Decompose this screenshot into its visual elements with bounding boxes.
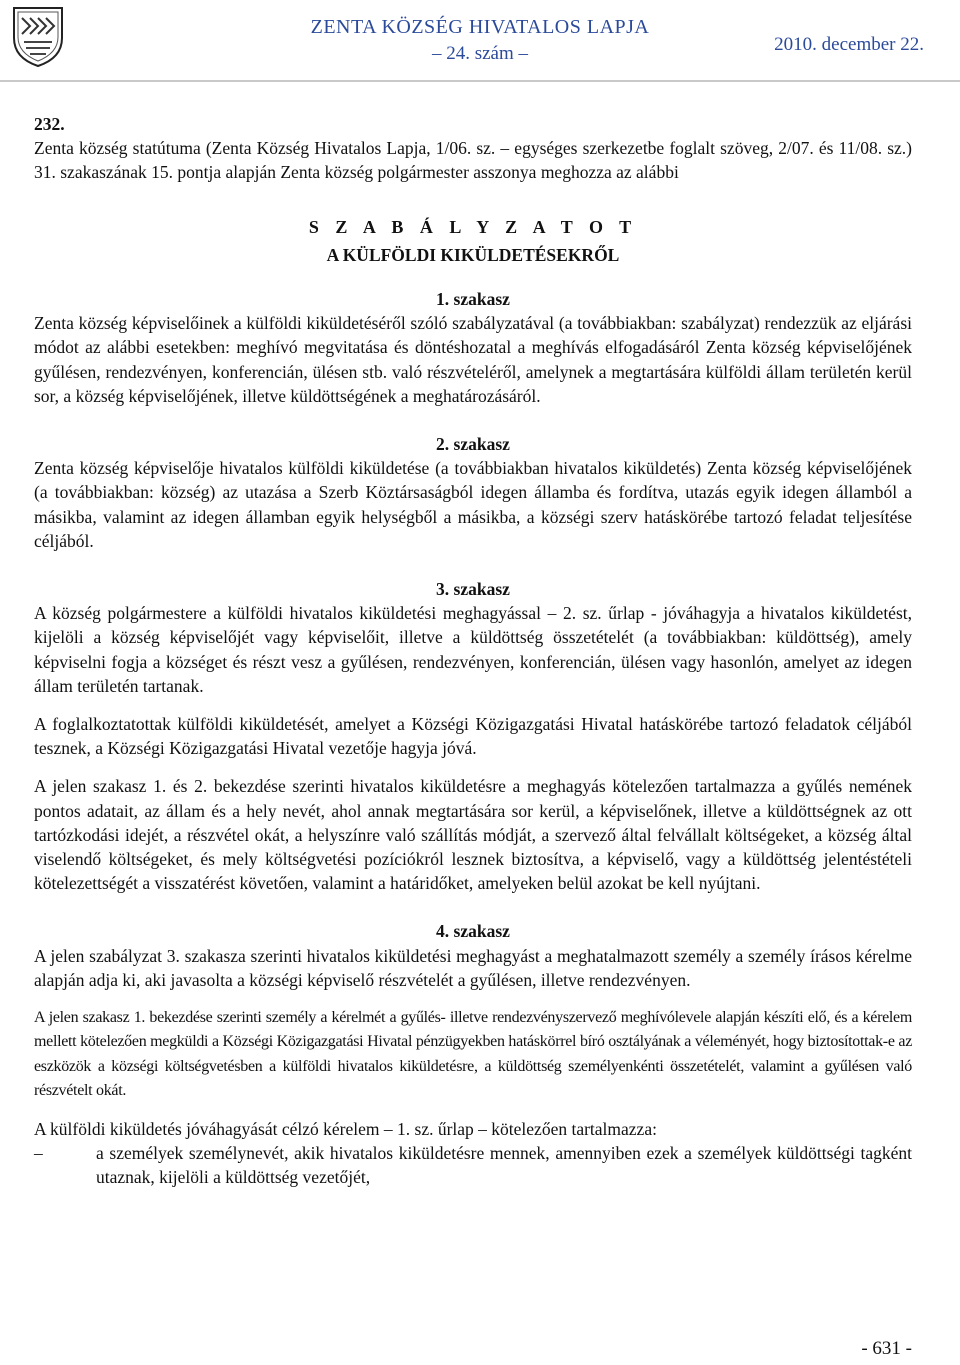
issue-date: 2010. december 22.	[774, 34, 924, 55]
section-paragraph: Zenta község képviselőinek a külföldi kiküldetéséről szóló szabályzatával (a továbbiakban: szabályzat) rendezzük az eljárási módot az alábbi esetekben: meghívó megvitatása és döntéshozatal a meghívás elfogadásáról Zenta község képviselőjének gyűlésen, rendezvényen, konferencián, ülésen stb. való részvételéről, amelynek a megtartására külföldi állam területén kerül sor, a község képviselőjének, illetve küldöttségének a meghatározásáról.	[34, 313, 912, 406]
issue-number: – 24. szám –	[431, 43, 529, 64]
page-header	[0, 0, 960, 80]
section-heading: 3. szakasz	[436, 579, 510, 600]
section-heading: 1. szakasz	[436, 289, 510, 310]
section-paragraph: A jelen szabályzat 3. szakasza szerinti hivatalos kiküldetési meghagyást a meghatalmazott személy a személy írásos kérelme alapján adja ki, aki javasolta a községi képviselő részvételét a gyűlésen, illetve rendezvényen.	[34, 945, 912, 990]
section-heading: 4. szakasz	[436, 921, 510, 942]
header-divider	[0, 80, 960, 82]
section-paragraph: A község polgármestere a külföldi hivatalos kiküldetési meghagyással – 2. sz. űrlap - jóváhagyja a hivatalos kiküldetést, kijelöli a község képviselőjét vagy képviselőit, illetve a küldöttség összetételét (a továbbiakban: küldöttség), amely képviselni fogja a községet és részt vesz a gyűlésen, rendezvényen, konferencián, ülésen vagy hasonlón, amelyet az idegen állam területén tartanak.	[34, 603, 912, 696]
page-number: - 631 -	[861, 1338, 912, 1359]
document-subtitle: A KÜLFÖLDI KIKÜLDETÉSEKRŐL	[326, 244, 620, 265]
document-body	[34, 112, 912, 1190]
section-paragraph: A jelen szakasz 1. bekezdése szerinti személy a kérelmét a gyűlés- illetve rendezvényszervező meghívólevele alapján készíti elő, és a kérelem mellett kötelezően megküldi a Községi Közigazgatási Hivatal pénzügyekben hatáskörrel bíró osztályának a véleményét, hogy biztosítottak-e az eszközök a községi költségvetésben a külföldi hivatalos kiküldetésre, a küldöttség személyenkénti összetételét, valamint a gyűlésen való részvételt okát.	[34, 1009, 912, 1099]
section-heading: 2. szakasz	[436, 434, 510, 455]
coat-of-arms-icon	[8, 4, 68, 68]
list-item-text: a személyek személynevét, akik hivatalos kiküldetésre mennek, amennyiben ezek a személyek küldöttségi tagként utaznak, kijelöli a küldöttség vezetőjét,	[96, 1143, 912, 1188]
journal-title: ZENTA KÖZSÉG HIVATALOS LAPJA	[310, 16, 650, 38]
intro-paragraph: Zenta község statútuma (Zenta Község Hivatalos Lapja, 1/06. sz. – egységes szerkezetbe foglalt szöveg, 2/07. és 11/08. sz.) 31. szakaszának 15. pontja alapján Zenta község polgármester asszonya meghozza az alábbi	[34, 138, 912, 183]
issue-label: 24. szám	[446, 43, 514, 64]
section-paragraph: A jelen szakasz 1. és 2. bekezdése szerinti hivatalos kiküldetésre a meghagyás kötelezően tartalmazza a gyűlés nemének pontos adatait, az állam és a hely nevét, ahol annak megtartására sor kerül, a képviselőnek, illetve a küldöttségnek az ott tartózkodási idejét, a részvétel okát, a helyszínre való szállítás módját, a szervező által felvállalt költségeket, a község által viselendő költségeket, és mely költségvetési pozíciókról lesznek biztosítva, a képviselő, vagy a küldöttség jelentéstételi kötelezettségét a visszatérést követően, valamint a határidőket, amelyeken belül azokat be kell nyújtani.	[34, 776, 912, 894]
list-item	[34, 1141, 912, 1189]
section-paragraph: A külföldi kiküldetés jóváhagyását célzó kérelem – 1. sz. űrlap – kötelezően tartalmazza:	[34, 1118, 657, 1139]
section-paragraph: A foglalkoztatottak külföldi kiküldetését, amelyet a Községi Közigazgatási Hivatal hatáskörébe tartozó feladatok céljából tesznek, a Községi Közigazgatási Hivatal vezetője hagyja jóvá.	[34, 714, 912, 759]
document-number: 232.	[34, 114, 65, 134]
list-dash: –	[34, 1143, 43, 1164]
section-paragraph: Zenta község képviselője hivatalos külföldi kiküldetése (a továbbiakban hivatalos kiküldetés) Zenta község képviselőjének (a továbbiakban: község) az utazása a Szerb Köztársaságból idegen államba és fordítva, utazás egyik idegen államból a másikba, valamint az idegen államban egyik helységből a másikba, a községi szerv hatáskörébe tartozó feladat teljesítése céljából.	[34, 458, 912, 551]
document-title: S Z A B Á L Y Z A T O T	[308, 216, 638, 237]
